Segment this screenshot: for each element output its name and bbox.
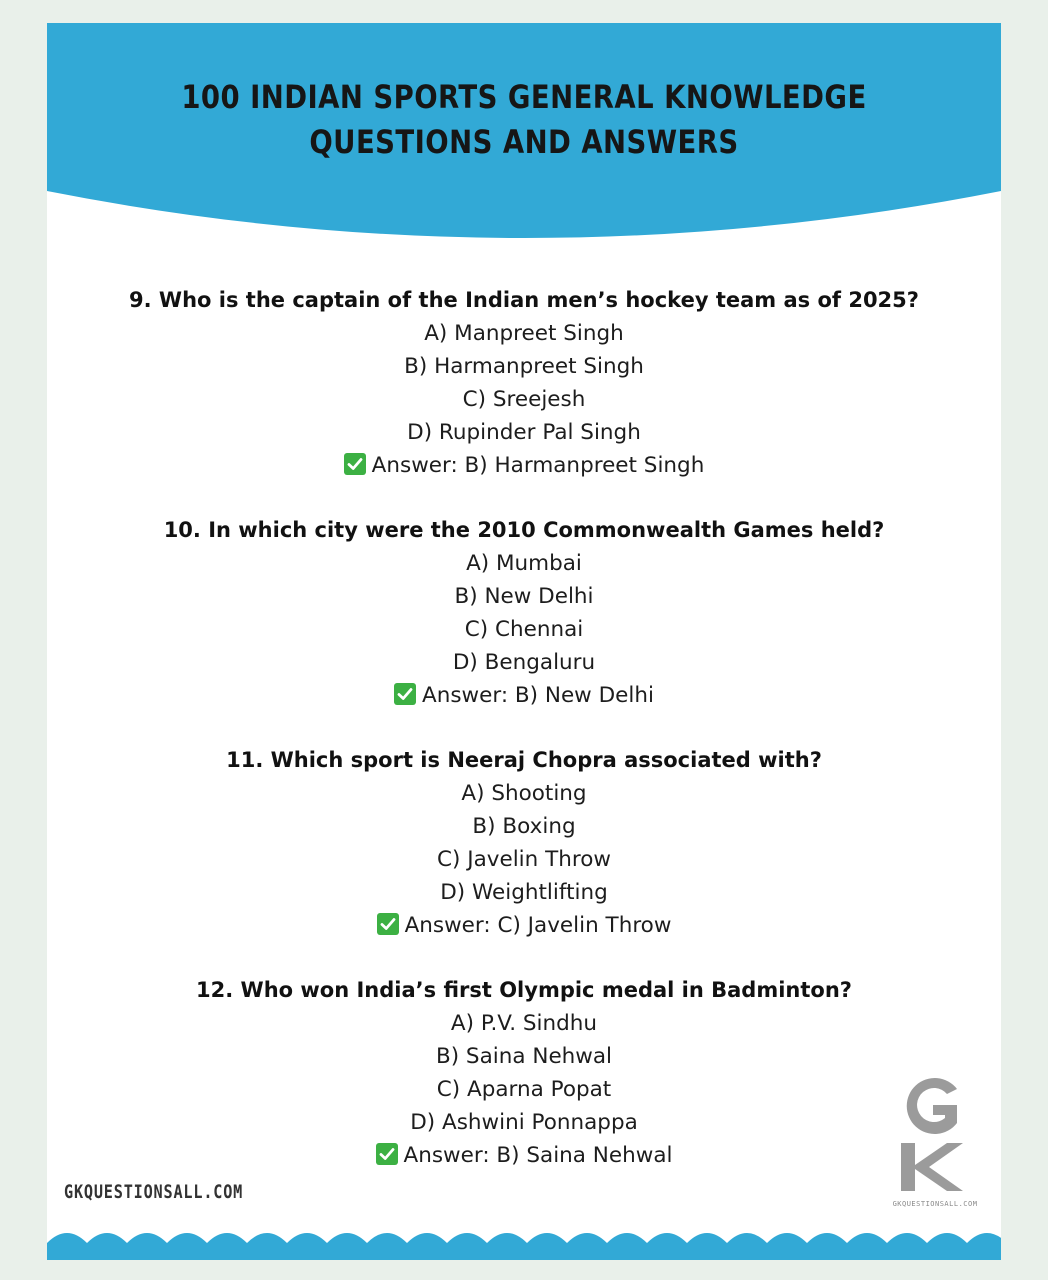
answer-text: Answer: B) Saina Nehwal (403, 1143, 673, 1168)
option-d: D) Ashwini Ponnappa (410, 1110, 638, 1135)
option-c: C) Javelin Throw (437, 847, 611, 872)
answer-line (47, 909, 1001, 942)
option-a: A) Mumbai (466, 551, 582, 576)
answer-line (47, 679, 1001, 712)
quiz-page (47, 23, 1001, 1260)
title-line-1: 100 INDIAN SPORTS GENERAL KNOWLEDGE (181, 78, 867, 116)
question-block (47, 743, 1001, 942)
check-mark-icon (394, 683, 416, 705)
option-b: B) Harmanpreet Singh (404, 354, 644, 379)
option-b: B) New Delhi (454, 584, 594, 609)
question-block (47, 513, 1001, 712)
logo-caption: GKQUESTIONSALL.COM (892, 1200, 978, 1208)
option-c: C) Sreejesh (462, 387, 586, 412)
option-a: A) Shooting (461, 781, 587, 806)
option-d: D) Rupinder Pal Singh (407, 420, 641, 445)
footer-wave (47, 1213, 1001, 1260)
question-text: 11. Which sport is Neeraj Chopra associated with? (226, 748, 822, 772)
option-a: A) P.V. Sindhu (450, 1011, 598, 1036)
question-text: 9. Who is the captain of the Indian men’s hockey team as of 2025? (129, 288, 919, 312)
check-mark-icon (377, 913, 399, 935)
check-mark-icon (376, 1143, 398, 1165)
option-a: A) Manpreet Singh (424, 321, 624, 346)
page-title (114, 75, 934, 165)
answer-text: Answer: B) New Delhi (422, 683, 654, 708)
answer-line (47, 449, 1001, 482)
question-list (47, 283, 1001, 1203)
gk-logo-icon (895, 1073, 967, 1197)
option-c: C) Aparna Popat (436, 1077, 612, 1102)
answer-line (47, 1139, 1001, 1172)
site-url: GKQUESTIONSALL.COM (64, 1181, 244, 1203)
option-b: B) Saina Nehwal (435, 1044, 613, 1069)
check-mark-icon (344, 453, 366, 475)
option-d: D) Bengaluru (452, 650, 596, 675)
answer-text: Answer: B) Harmanpreet Singh (371, 453, 705, 478)
title-line-2: QUESTIONS AND ANSWERS (309, 123, 739, 161)
option-c: C) Chennai (464, 617, 584, 642)
question-block (47, 283, 1001, 482)
question-block (47, 973, 1001, 1172)
question-text: 10. In which city were the 2010 Commonwealth Games held? (163, 518, 885, 542)
question-text: 12. Who won India’s first Olympic medal in Badminton? (196, 978, 852, 1002)
answer-text: Answer: C) Javelin Throw (404, 913, 672, 938)
option-d: D) Weightlifting (440, 880, 608, 905)
option-b: B) Boxing (472, 814, 576, 839)
